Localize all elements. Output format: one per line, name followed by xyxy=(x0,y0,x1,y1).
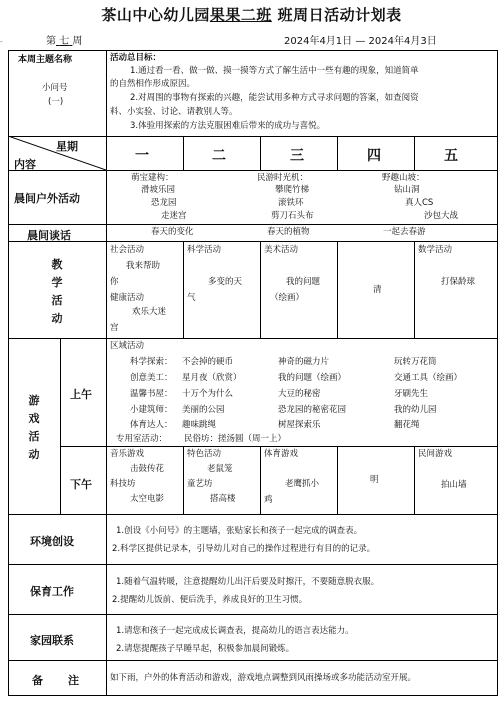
outdoor-item: 萌宝建构： xyxy=(131,173,174,183)
col-divider xyxy=(337,446,338,514)
outdoor-item: 滚铁环 xyxy=(278,198,304,208)
outdoor-item: 走迷宫 xyxy=(161,211,187,221)
teaching-tue: 气 xyxy=(187,293,196,303)
pm-wed: 老鹰抓小 xyxy=(285,479,320,489)
talk-label: 晨间谈话 xyxy=(27,229,71,242)
games-label: 游戏活动 xyxy=(28,394,40,461)
care-line: 1.随着气温转暖，注意提醒幼儿出汗后要及时擦汗，不要随意脱衣服。 xyxy=(116,577,380,587)
teaching-mon: 社会活动 xyxy=(110,245,145,255)
goal-line: 3.体验用探索的方法克服困难后带来的成功与喜悦。 xyxy=(130,121,326,131)
notes-label-b: 注 xyxy=(68,674,79,687)
col-divider xyxy=(183,241,184,338)
row-divider xyxy=(60,446,498,447)
corner-mark: - xyxy=(0,38,3,46)
goal-line: 2.对周围的事物有探索的兴趣，能尝试用多种方式寻求问题的答案，如查阅资 xyxy=(130,93,419,103)
environment-line: 1.创设《小问号》的主题墙，张贴家长和孩子一起完成的调查表。 xyxy=(116,526,363,536)
special-room-text: 民俗坊：搓汤圆（周一上） xyxy=(184,434,287,444)
goal-line: 的自然相作形成原因。 xyxy=(110,79,196,89)
teaching-fri: 打保龄球 xyxy=(441,277,476,287)
col-divider xyxy=(60,338,61,514)
row-divider xyxy=(8,564,498,565)
teaching-mon: 你 xyxy=(110,277,119,287)
talk-item: 一起去春游 xyxy=(383,227,426,237)
pm-tue: 特色活动 xyxy=(187,449,222,459)
col-divider xyxy=(183,136,184,170)
row-divider xyxy=(8,224,498,225)
row-divider xyxy=(8,241,498,242)
environment-label: 环境创设 xyxy=(30,535,74,548)
goal-line: 1.通过看一看、做一做、摸一摸等方式了解生活中一些有趣的现象，知道简单 xyxy=(130,66,419,76)
day-fri: 五 xyxy=(444,148,458,164)
talk-item: 春天的植物 xyxy=(267,227,310,237)
day-mon: 一 xyxy=(135,148,149,164)
col-divider xyxy=(183,446,184,514)
class-name: 果果二班 xyxy=(209,6,272,24)
teaching-mon: 欢乐大迷 xyxy=(132,307,167,317)
outdoor-item: 钻山洞 xyxy=(394,185,420,195)
page-title xyxy=(0,4,503,25)
family-line: 2.请您提醒孩子早睡早起，积极参加晨间锻炼。 xyxy=(116,644,295,654)
goal-line: 料、小实验、讨论、请教别人等。 xyxy=(110,107,238,117)
col-divider xyxy=(260,446,261,514)
row-divider xyxy=(8,514,498,515)
row-divider xyxy=(8,170,498,171)
area-key: 创意美工： xyxy=(130,373,173,383)
date-range: 2024年4月1日 — 2024年4月3日 xyxy=(284,36,437,47)
outdoor-item: 沙包大战 xyxy=(424,211,459,221)
area-item: 树屋探索乐 xyxy=(278,420,321,430)
pm-tue: 老鼠笼 xyxy=(207,464,233,474)
area-item: 玩转万花筒 xyxy=(394,357,437,367)
col-divider xyxy=(337,136,338,170)
corner-weekday: 星期 xyxy=(56,140,78,153)
outdoor-item: 滑坡乐园 xyxy=(141,185,176,195)
outdoor-label: 晨间户外活动 xyxy=(14,192,80,205)
outdoor-item: 恐龙园 xyxy=(151,198,177,208)
area-item: 交通工具（绘画） xyxy=(394,373,463,383)
title-suffix: 班周日活动计划表 xyxy=(277,6,402,24)
col-divider xyxy=(260,241,261,338)
row-divider xyxy=(8,660,498,661)
area-item: 大豆的秘密 xyxy=(278,389,321,399)
col-divider xyxy=(414,446,415,514)
area-key: 温馨书屋： xyxy=(130,389,173,399)
week-number: 第 七 周 xyxy=(46,36,83,47)
area-item: 星月夜（欣赏） xyxy=(182,373,242,383)
teaching-mon: 宫 xyxy=(110,323,119,333)
area-item: 趣味跳绳 xyxy=(182,420,217,430)
area-item: 牙刷先生 xyxy=(394,389,429,399)
teaching-tue: 科学活动 xyxy=(187,245,222,255)
theme-label: 本周主题名称 xyxy=(18,55,73,65)
day-tue: 二 xyxy=(212,148,226,164)
teaching-mon: 健康活动 xyxy=(110,293,145,303)
theme-name-sub: (一) xyxy=(48,97,64,107)
outdoor-item: 剪刀石头布 xyxy=(271,211,314,221)
area-key: 科学探索： xyxy=(130,357,173,367)
teaching-wed: 美术活动 xyxy=(264,245,299,255)
area-key: 体育达人： xyxy=(130,420,173,430)
pm-wed: 鸡 xyxy=(264,495,273,505)
area-item: 翻花绳 xyxy=(394,420,420,430)
outdoor-item: 野趣山坡： xyxy=(382,173,425,183)
day-thu: 四 xyxy=(367,148,381,164)
area-item: 恐龙园的秘密花园 xyxy=(278,405,347,415)
outdoor-item: 攀爬竹梯 xyxy=(275,185,310,195)
day-wed: 三 xyxy=(290,148,304,164)
games-am-label: 上午 xyxy=(70,388,92,401)
goals-title: 活动总目标： xyxy=(110,53,162,63)
care-label: 保育工作 xyxy=(30,585,74,598)
area-title: 区域活动 xyxy=(110,341,145,351)
pm-tue: 搭高楼 xyxy=(210,494,236,504)
pm-mon: 音乐游戏 xyxy=(110,449,145,459)
area-item: 美丽的公园 xyxy=(182,405,225,415)
teaching-fri: 数学活动 xyxy=(418,245,453,255)
area-item: 我的问题（绘画） xyxy=(278,373,347,383)
environment-line: 2.科学区提供记录本，引导幼儿对自己的操作过程进行有目的的记录。 xyxy=(112,544,376,554)
corner-content: 内容 xyxy=(14,158,36,171)
col-divider xyxy=(106,50,107,696)
theme-name: 小问号 xyxy=(42,83,68,93)
row-divider xyxy=(8,338,498,339)
row-divider xyxy=(8,614,498,615)
area-item: 不会掉的硬币 xyxy=(182,357,234,367)
col-divider xyxy=(414,136,415,170)
area-item: 神奇的磁力片 xyxy=(278,357,330,367)
teaching-wed: 我的问题 xyxy=(286,277,321,287)
outdoor-item: 民游时光机： xyxy=(257,173,309,183)
area-key: 小建筑师： xyxy=(130,405,173,415)
pm-fri: 民间游戏 xyxy=(418,449,453,459)
col-divider xyxy=(414,241,415,338)
pm-mon: 击鼓传花 xyxy=(130,464,165,474)
kindergarten-name: 茶山中心幼儿园 xyxy=(101,6,210,24)
care-line: 2.提醒幼儿饭前、便后洗手，养成良好的卫生习惯。 xyxy=(112,595,308,605)
pm-mon: 科技坊 xyxy=(110,479,136,489)
talk-item: 春天的变化 xyxy=(151,227,194,237)
games-pm-label: 下午 xyxy=(70,478,92,491)
teaching-mon: 我来帮助 xyxy=(126,261,161,271)
area-item: 十万个为什么 xyxy=(182,389,234,399)
pm-mon: 太空电影 xyxy=(130,494,165,504)
teaching-label: 教学活动 xyxy=(51,258,63,325)
pm-wed: 体育游戏 xyxy=(264,449,299,459)
col-divider xyxy=(260,136,261,170)
notes-text: 如下雨，户外的体育活动和游戏，游戏地点调整到风雨操场或多功能活动室开展。 xyxy=(110,673,417,683)
family-line: 1.请您和孩子一起完成成长调查表，提高幼儿的语言表达能力。 xyxy=(116,626,354,636)
notes-label-a: 备 xyxy=(32,674,43,687)
pm-tue: 童艺坊 xyxy=(187,479,213,489)
teaching-tue: 多变的天 xyxy=(208,277,243,287)
area-item: 我的幼儿园 xyxy=(394,405,437,415)
teaching-thu: 清 xyxy=(373,285,382,295)
outdoor-item: 真人CS xyxy=(405,198,434,208)
special-room-label: 专用室活动： xyxy=(116,434,168,444)
pm-fri: 拍山墙 xyxy=(441,480,467,490)
teaching-wed: （绘画） xyxy=(270,293,305,303)
family-label: 家园联系 xyxy=(30,634,74,647)
col-divider xyxy=(337,241,338,338)
pm-thu: 明 xyxy=(370,475,379,485)
